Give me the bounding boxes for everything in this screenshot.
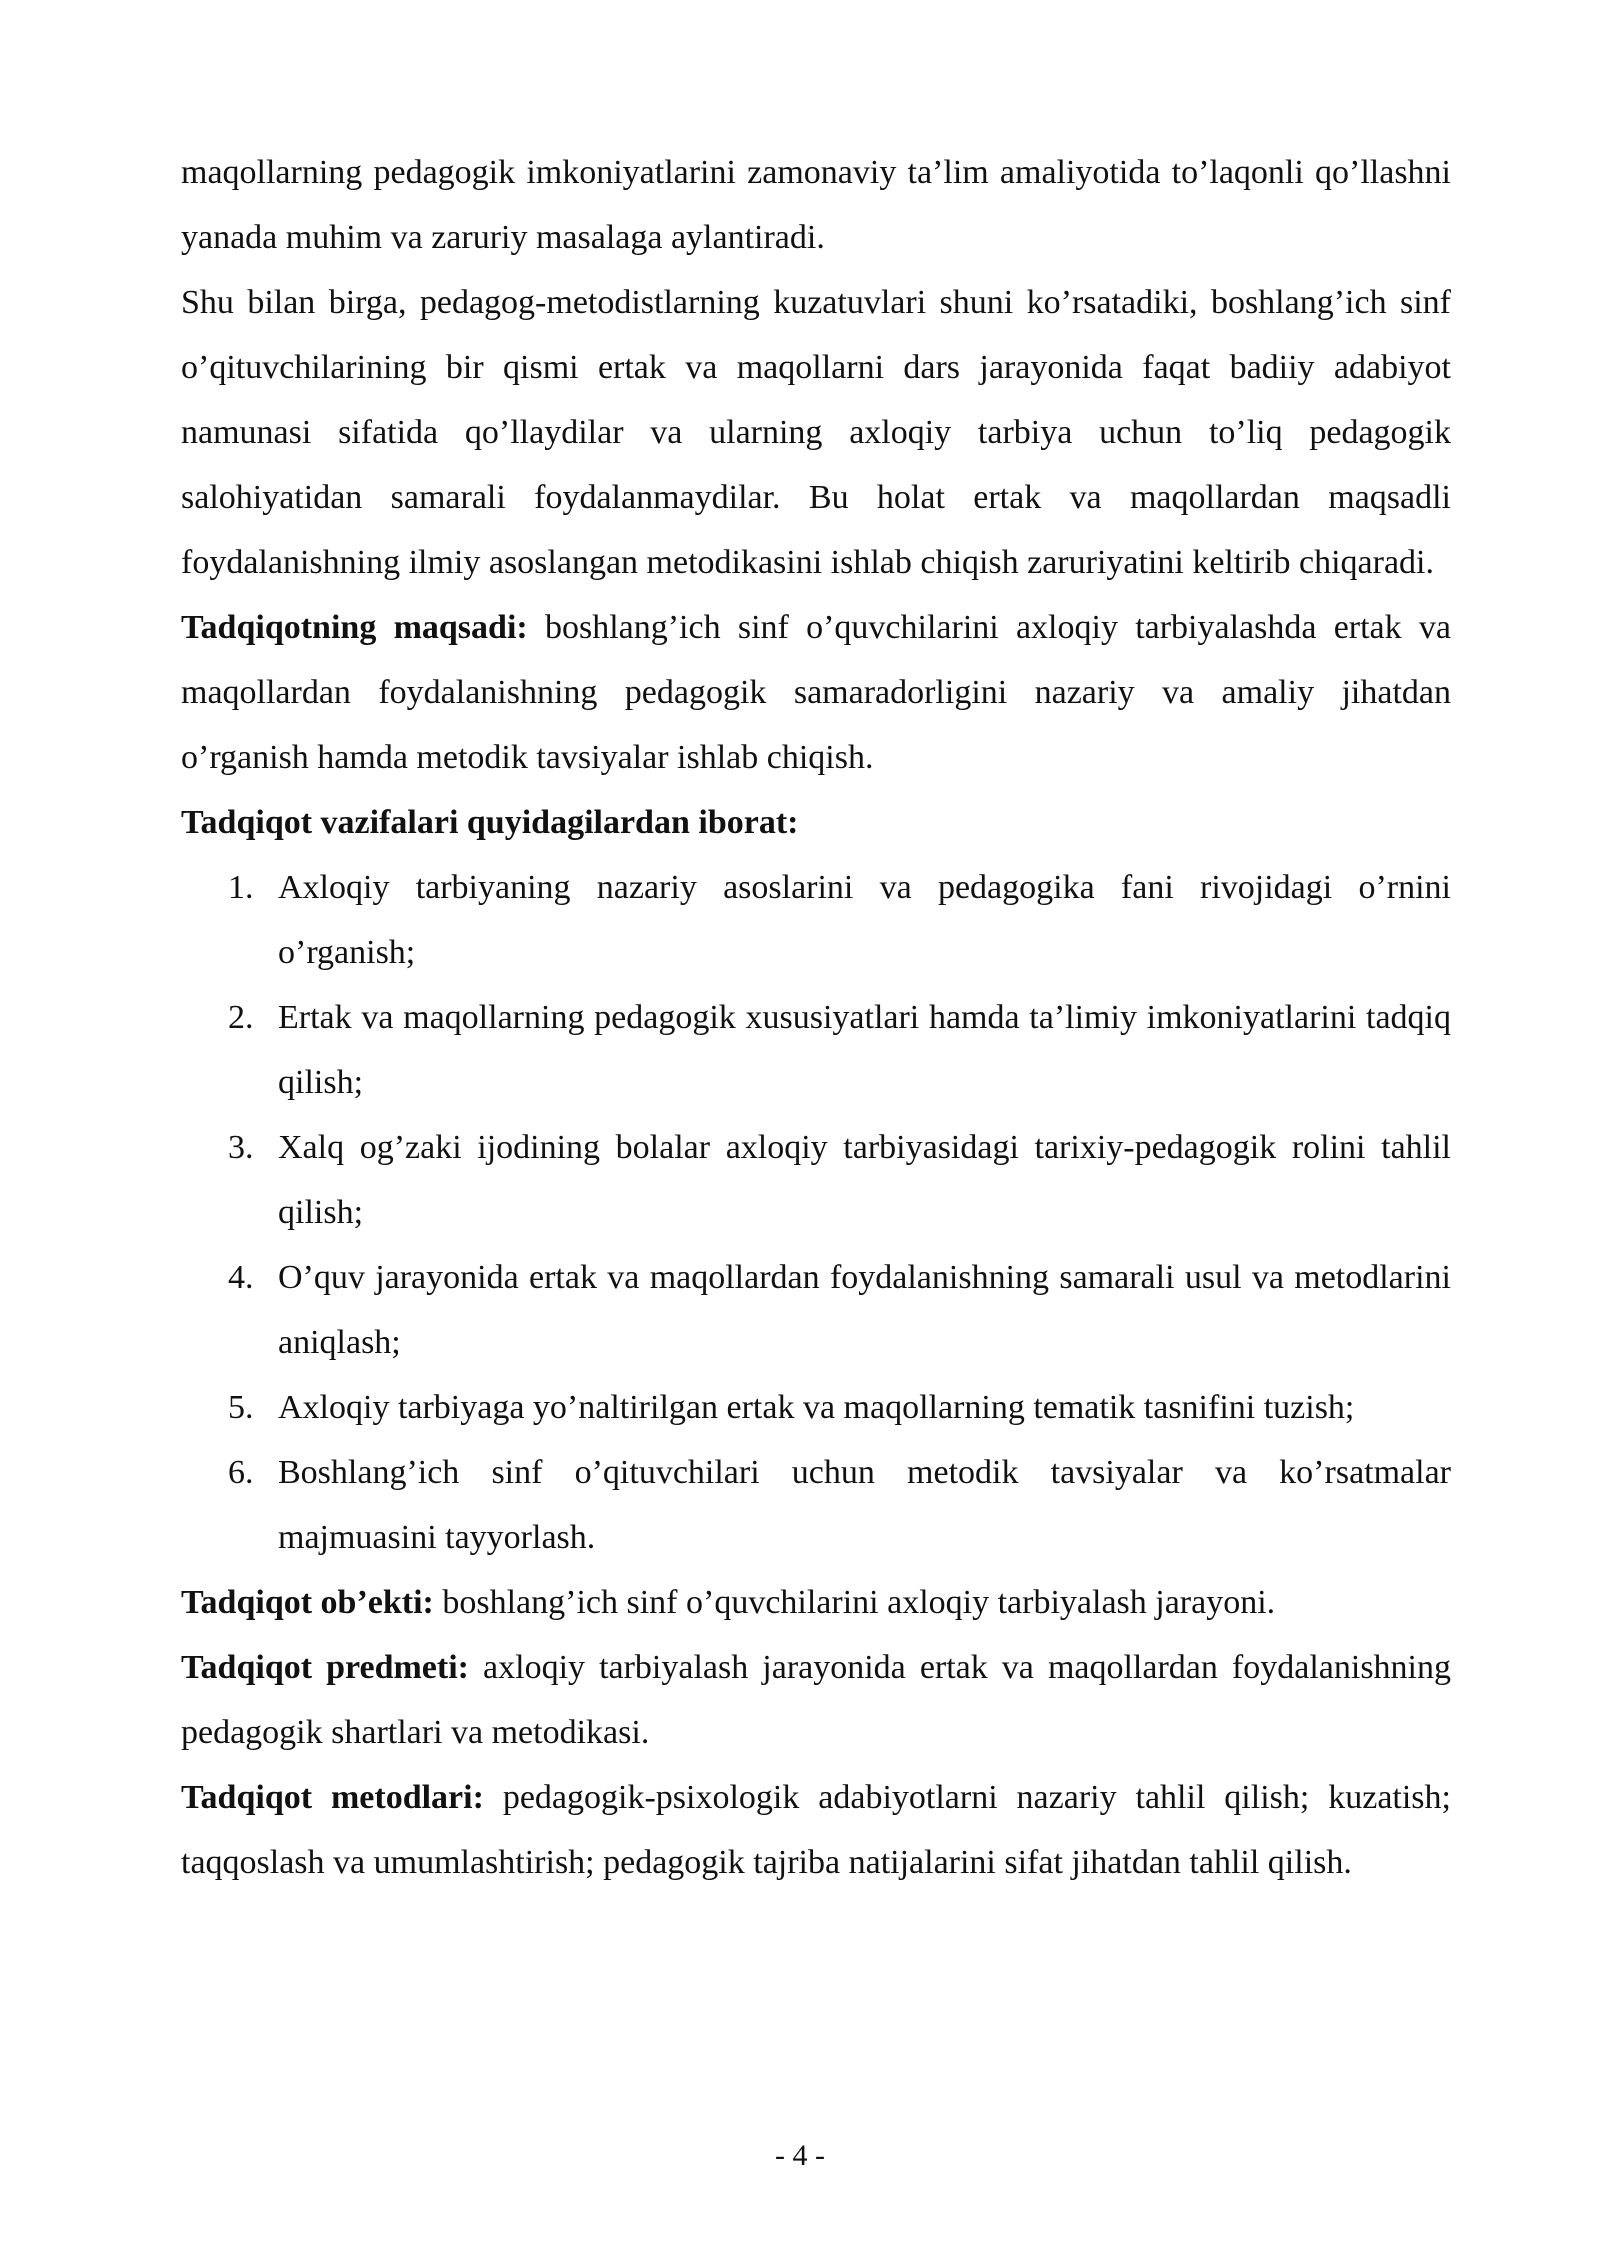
research-object-paragraph [181,1570,1451,1635]
list-item-text: O’quv jarayonida ertak va maqollardan foydalanishning samarali usul va metodlarini aniqlash; [278,1259,1451,1361]
research-tasks-list [181,855,1451,1570]
page-number: - 4 - [775,2139,825,2172]
list-item-number: 3. [228,1129,254,1166]
intro-continuation-paragraph: maqollarning pedagogik imkoniyatlarini zamonaviy ta’lim amaliyotida to’laqonli qo’llashni yanada muhim va zaruriy masalaga aylantiradi. [181,154,1451,256]
research-subject-label: Tadqiqot predmeti: [181,1649,469,1686]
research-methods-paragraph [181,1765,1451,1895]
list-item [181,855,1451,985]
research-subject-text: axloqiy tarbiyalash jarayonida ertak va maqollardan foydalanishning pedagogik shartlari va metodikasi. [181,1649,1451,1751]
document-page [181,140,1451,1895]
list-item-number: 5. [228,1389,254,1426]
list-item-text: Axloqiy tarbiyaning nazariy asoslarini va pedagogika fani rivojidagi o’rnini o’rganish; [278,869,1451,971]
research-object-label: Tadqiqot ob’ekti: [181,1584,434,1621]
research-goal-paragraph [181,595,1451,790]
list-item-number: 1. [228,869,254,906]
list-item [181,1375,1451,1440]
list-item [181,985,1451,1115]
list-item-text: Axloqiy tarbiyaga yo’naltirilgan ertak va maqollarning tematik tasnifini tuzish; [278,1389,1355,1426]
list-item-text: Boshlang’ich sinf o’qituvchilari uchun metodik tavsiyalar va ko’rsatmalar majmuasini tayyorlash. [278,1454,1451,1556]
list-item-number: 2. [228,999,254,1036]
list-item-number: 6. [228,1454,254,1491]
list-item [181,1115,1451,1245]
research-subject-paragraph [181,1635,1451,1765]
list-item-number: 4. [228,1259,254,1296]
research-goal-label: Tadqiqotning maqsadi: [181,609,528,646]
list-item [181,1440,1451,1570]
observation-paragraph: Shu bilan birga, pedagog-metodistlarning kuzatuvlari shuni ko’rsatadiki, boshlang’ich sinf o’qituvchilarining bir qismi ertak va maqollarni dars jarayonida faqat badiiy adabiyot namunasi sifatida qo’llaydilar va ularning axloqiy tarbiya uchun to’liq pedagogik salohiyatidan samarali foydalanmaydilar. Bu holat ertak va maqollardan maqsadli foydalanishning ilmiy asoslangan metodikasini ishlab chiqish zaruriyatini keltirib chiqaradi. [181,284,1451,581]
research-tasks-heading: Tadqiqot vazifalari quyidagilardan iborat: [181,804,799,841]
research-object-text: boshlang’ich sinf o’quvchilarini axloqiy tarbiyalash jarayoni. [433,1584,1276,1621]
research-methods-text: pedagogik-psixologik adabiyotlarni nazariy tahlil qilish; kuzatish; taqqoslash va umumlashtirish; pedagogik tajriba natijalarini sifat jihatdan tahlil qilish. [181,1779,1451,1881]
list-item-text: Ertak va maqollarning pedagogik xususiyatlari hamda ta’limiy imkoniyatlarini tadqiq qilish; [278,999,1451,1101]
research-goal-text: boshlang’ich sinf o’quvchilarini axloqiy tarbiyalashda ertak va maqollardan foydalanishning pedagogik samaradorligini nazariy va amaliy jihatdan o’rganish hamda metodik tavsiyalar ishlab chiqish. [181,609,1451,776]
list-item [181,1245,1451,1375]
list-item-text: Xalq og’zaki ijodining bolalar axloqiy tarbiyasidagi tarixiy-pedagogik rolini tahlil qilish; [278,1129,1451,1231]
research-methods-label: Tadqiqot metodlari: [181,1779,484,1816]
